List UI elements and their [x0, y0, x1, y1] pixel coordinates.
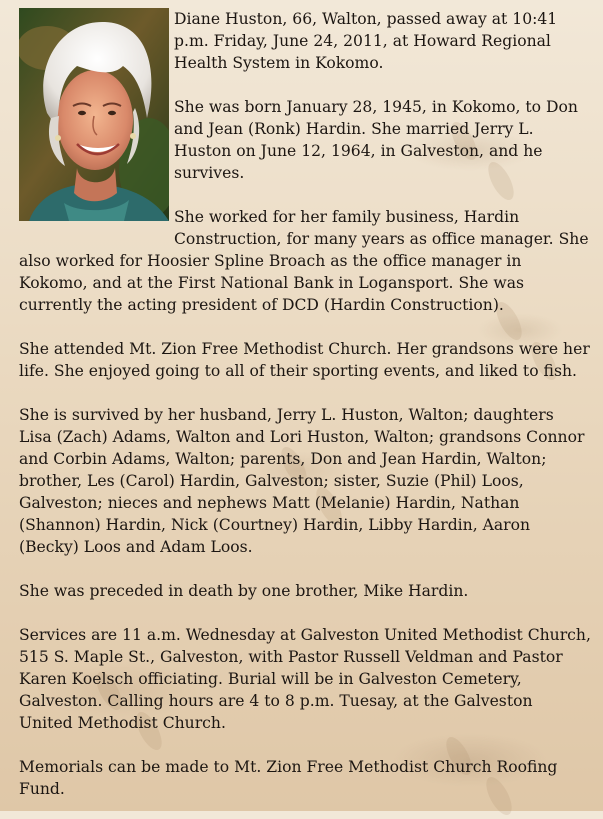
obituary-paragraph-services: Services are 11 a.m. Wednesday at Galveston United Methodist Church, 515 S. Maple St., Galveston, with Pastor Russell Veldman and Pastor Karen Koelsch officiating. Burial will be in Galveston Cemetery, Galveston. Calling hours are 4 to 8 p.m. Tuesay, at the Galveston United Methodist Church. — [19, 626, 591, 732]
portrait-image — [19, 8, 169, 221]
obituary-paragraph-church: She attended Mt. Zion Free Methodist Church. Her grandsons were her life. She enjoyed going to all of their sporting events, and liked to fish. — [19, 340, 590, 380]
obituary-paragraph-birth: She was born January 28, 1945, in Kokomo, to Don and Jean (Ronk) Hardin. She married Jerry L. Huston on June 12, 1964, in Galveston, and he survives. — [174, 98, 578, 182]
portrait-photo — [19, 8, 169, 221]
obituary-paragraph-career: She worked for her family business, Hardin Construction, for many years as office manager. She also worked for Hoosier Spline Broach as the office manager in Kokomo, and at the First National Bank in Logansport. She was currently the acting president of DCD (Hardin Construction). — [19, 208, 589, 314]
obituary-paragraph-memorials: Memorials can be made to Mt. Zion Free Methodist Church Roofing Fund. — [19, 758, 558, 798]
obituary-paragraph-intro: Diane Huston, 66, Walton, passed away at 10:41 p.m. Friday, June 24, 2011, at Howard Regional Health System in Kokomo. — [174, 10, 558, 72]
obituary-paragraph-preceded: She was preceded in death by one brother, Mike Hardin. — [19, 582, 469, 600]
obituary-paragraph-survivors: She is survived by her husband, Jerry L. Huston, Walton; daughters Lisa (Zach) Adams, Walton and Lori Huston, Walton; grandsons Connor and Corbin Adams, Walton; parents, Don and Jean Hardin, Walton; brother, Les (Carol) Hardin, Galveston; sister, Suzie (Phil) Loos, Galveston; nieces and nephews Matt (Melanie) Hardin, Nathan (Shannon) Hardin, Nick (Courtney) Hardin, Libby Hardin, Aaron (Becky) Loos and Adam Loos. — [19, 406, 585, 556]
